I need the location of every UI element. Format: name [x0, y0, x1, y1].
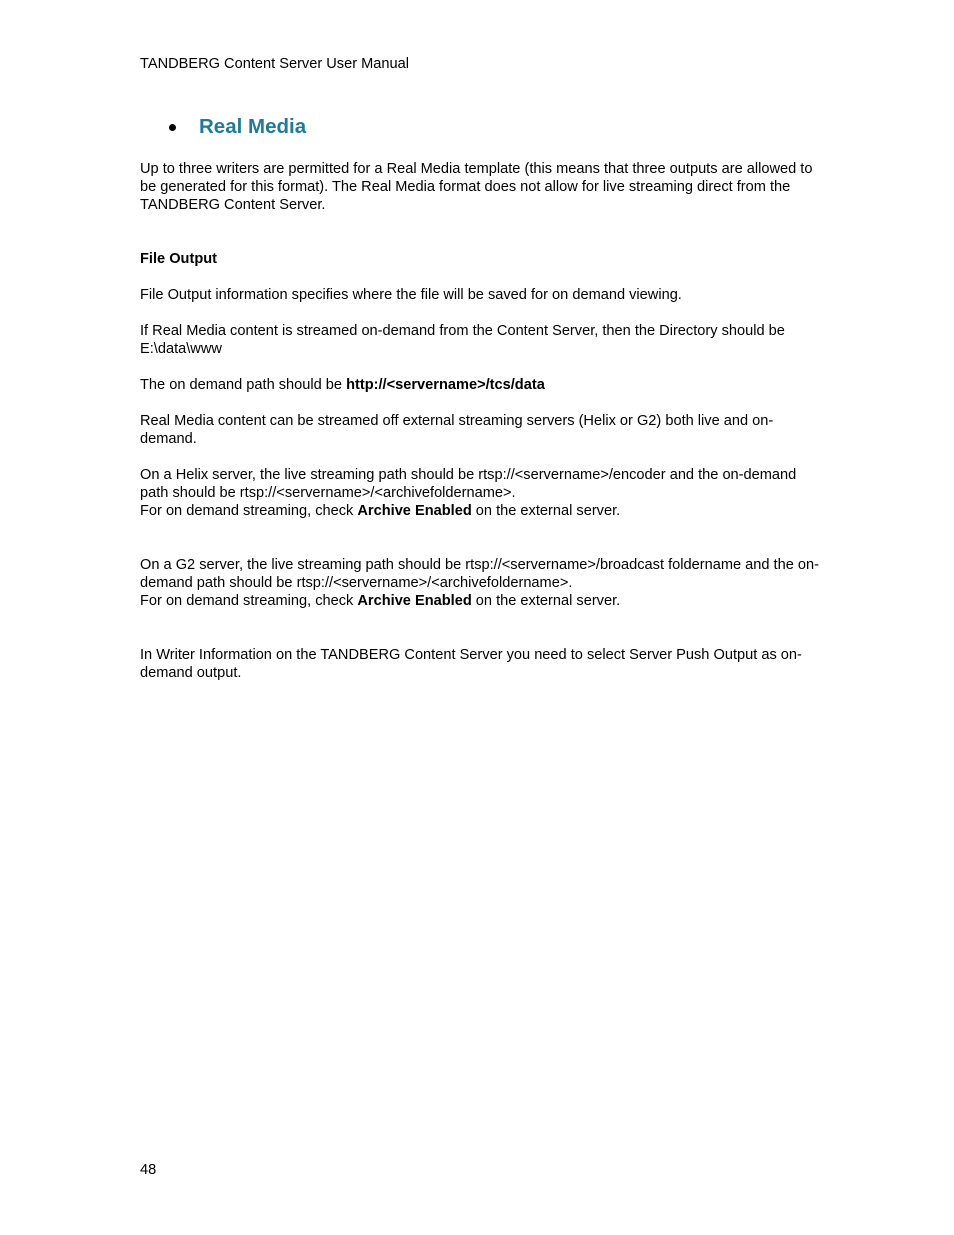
helix-check-paragraph: [140, 502, 820, 520]
intro-paragraph: Up to three writers are permitted for a Real Media template (this means that three outputs are allowed to be generated for this format). The Real Media format does not allow for live streaming direct from the TANDBERG Content Server.: [140, 161, 813, 213]
directory-paragraph: If Real Media content is streamed on-demand from the Content Server, then the Directory should be E:\data\www: [140, 323, 785, 357]
on-demand-path-value: http://<servername>/tcs/data: [346, 377, 545, 393]
page-number: 48: [140, 1162, 157, 1178]
on-demand-path-paragraph: [140, 376, 820, 394]
g2-check-prefix: For on demand streaming, check: [140, 593, 358, 609]
g2-paths-paragraph: On a G2 server, the live streaming path should be rtsp://<servername>/broadcast foldername and the on-demand path should be rtsp://<servername>/<archivefoldername>.: [140, 557, 819, 591]
g2-check-paragraph: [140, 592, 820, 610]
helix-check-bold: Archive Enabled: [357, 503, 472, 519]
file-output-heading: File Output: [140, 251, 218, 267]
bullet-icon: [169, 124, 176, 131]
section-title: [166, 114, 306, 140]
g2-check-bold: Archive Enabled: [357, 593, 472, 609]
external-servers-paragraph: Real Media content can be streamed off external streaming servers (Helix or G2) both live and on-demand.: [140, 413, 774, 447]
helix-check-prefix: For on demand streaming, check: [140, 503, 358, 519]
file-output-info-paragraph: File Output information specifies where the file will be saved for on demand viewing.: [140, 287, 682, 303]
section-title-text: Real Media: [199, 115, 307, 138]
g2-check-suffix: on the external server.: [471, 593, 621, 609]
document-body: [140, 160, 820, 682]
writer-info-paragraph: In Writer Information on the TANDBERG Content Server you need to select Server Push Output as on-demand output.: [140, 647, 802, 681]
page-header: TANDBERG Content Server User Manual: [140, 56, 409, 72]
helix-paths-paragraph: On a Helix server, the live streaming path should be rtsp://<servername>/encoder and the on-demand path should be rtsp://<servername>/<archivefoldername>.: [140, 467, 797, 501]
on-demand-path-prefix: The on demand path should be: [140, 377, 347, 393]
helix-check-suffix: on the external server.: [471, 503, 621, 519]
